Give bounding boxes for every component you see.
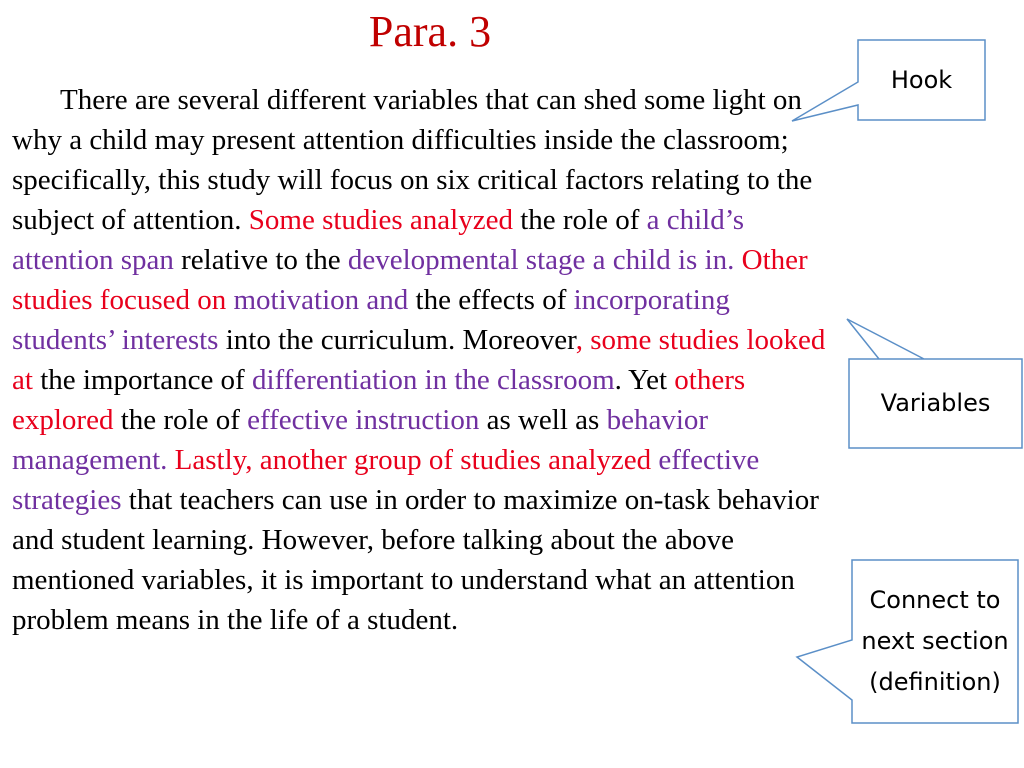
paragraph-run: the effects of: [408, 284, 574, 316]
paragraph-run: others explored: [12, 364, 746, 436]
paragraph-run: as well as: [479, 404, 607, 436]
slide-title: Para. 3: [368, 7, 492, 56]
paragraph-run: There are several different variables that can shed some light on why a child may present attention difficulties inside the classroom; specifically, this study will focus on six critical factors relating to the subject of attention.: [12, 84, 813, 236]
paragraph-run: relative to the: [173, 244, 348, 276]
hook-callout-label: Hook: [890, 65, 953, 94]
paragraph-run: the role of: [113, 404, 248, 436]
paragraph-run: a child’s attention span: [12, 204, 745, 276]
paragraph-run: . Yet: [614, 364, 675, 396]
paragraph-run: , some studies looked at: [12, 324, 826, 396]
paragraph-run: the role of: [512, 204, 647, 236]
variables-callout-label: Variables: [880, 389, 991, 417]
paragraph-run: behavior management.: [12, 404, 709, 476]
paragraph-run: that teachers can use in order to maximize on-task behavior and student learning. However, before talking about the above mentioned variables, it is important to understand what an attention problem means in the life of a student.: [12, 484, 819, 636]
paragraph-run: effective instruction: [247, 404, 480, 436]
paragraph-run: motivation and: [226, 284, 409, 316]
paragraph-run: effective strategies: [12, 444, 760, 516]
paragraph-run: Some studies analyzed: [248, 204, 513, 236]
connect-callout-label: Connect to next section (definition): [861, 586, 1009, 696]
paragraph-run: Lastly, another group of studies analyzed: [167, 444, 652, 476]
paragraph-run: the importance of: [32, 364, 252, 396]
paragraph-run: into the curriculum. Moreover: [218, 324, 576, 356]
paragraph-run: differentiation in the classroom: [251, 364, 615, 396]
paragraph-run: Other studies focused on: [12, 244, 808, 316]
paragraph-run: developmental stage a child is in.: [347, 244, 735, 276]
paragraph-run: incorporating students’ interests: [12, 284, 730, 356]
